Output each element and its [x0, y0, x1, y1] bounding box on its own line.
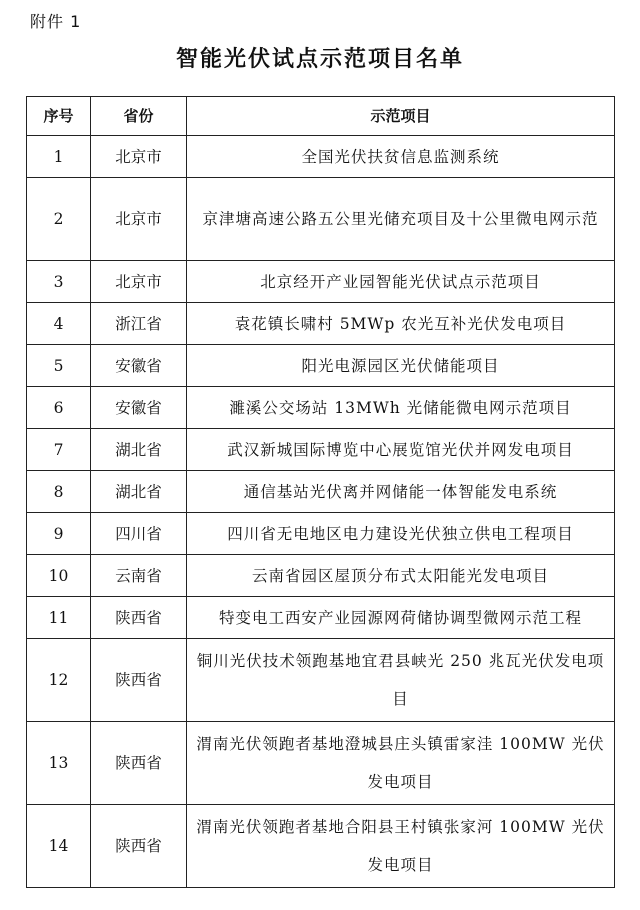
cell-project: 全国光伏扶贫信息监测系统 — [187, 136, 615, 178]
column-header-project: 示范项目 — [187, 97, 615, 136]
column-header-province: 省份 — [91, 97, 187, 136]
cell-project: 铜川光伏技术领跑基地宜君县峡光 250 兆瓦光伏发电项目 — [187, 639, 615, 722]
table-row — [27, 136, 615, 178]
cell-province: 湖北省 — [91, 429, 187, 471]
cell-project: 北京经开产业园智能光伏试点示范项目 — [187, 261, 615, 303]
cell-no: 14 — [27, 805, 91, 888]
cell-province: 北京市 — [91, 261, 187, 303]
cell-no: 12 — [27, 639, 91, 722]
cell-province: 湖北省 — [91, 471, 187, 513]
cell-project: 濉溪公交场站 13MWh 光储能微电网示范项目 — [187, 387, 615, 429]
table-row — [27, 345, 615, 387]
cell-no: 5 — [27, 345, 91, 387]
cell-project: 阳光电源园区光伏储能项目 — [187, 345, 615, 387]
cell-province: 陕西省 — [91, 722, 187, 805]
attachment-label: 附件 1 — [30, 12, 82, 31]
table-row — [27, 805, 615, 888]
cell-project: 四川省无电地区电力建设光伏独立供电工程项目 — [187, 513, 615, 555]
cell-no: 10 — [27, 555, 91, 597]
column-header-no: 序号 — [27, 97, 91, 136]
cell-no: 4 — [27, 303, 91, 345]
cell-province: 安徽省 — [91, 345, 187, 387]
table-header-row — [27, 97, 615, 136]
table-row — [27, 471, 615, 513]
cell-province: 陕西省 — [91, 805, 187, 888]
cell-no: 1 — [27, 136, 91, 178]
cell-no: 8 — [27, 471, 91, 513]
table-row — [27, 178, 615, 261]
table-row — [27, 387, 615, 429]
cell-project: 京津塘高速公路五公里光储充项目及十公里微电网示范 — [187, 178, 615, 261]
cell-no: 3 — [27, 261, 91, 303]
cell-no: 11 — [27, 597, 91, 639]
cell-no: 13 — [27, 722, 91, 805]
project-table — [26, 96, 615, 888]
cell-project: 袁花镇长啸村 5MWp 农光互补光伏发电项目 — [187, 303, 615, 345]
cell-project: 渭南光伏领跑者基地合阳县王村镇张家河 100MW 光伏发电项目 — [187, 805, 615, 888]
cell-project: 通信基站光伏离并网储能一体智能发电系统 — [187, 471, 615, 513]
table-row — [27, 639, 615, 722]
table-row — [27, 429, 615, 471]
table-row — [27, 303, 615, 345]
cell-province: 浙江省 — [91, 303, 187, 345]
cell-no: 2 — [27, 178, 91, 261]
cell-province: 云南省 — [91, 555, 187, 597]
cell-province: 四川省 — [91, 513, 187, 555]
table-row — [27, 513, 615, 555]
table-row — [27, 261, 615, 303]
cell-no: 9 — [27, 513, 91, 555]
document-title: 智能光伏试点示范项目名单 — [175, 47, 464, 72]
cell-no: 6 — [27, 387, 91, 429]
cell-project: 武汉新城国际博览中心展览馆光伏并网发电项目 — [187, 429, 615, 471]
cell-project: 云南省园区屋顶分布式太阳能光发电项目 — [187, 555, 615, 597]
table-row — [27, 555, 615, 597]
cell-province: 北京市 — [91, 178, 187, 261]
cell-project: 渭南光伏领跑者基地澄城县庄头镇雷家洼 100MW 光伏发电项目 — [187, 722, 615, 805]
cell-project: 特变电工西安产业园源网荷储协调型微网示范工程 — [187, 597, 615, 639]
cell-province: 陕西省 — [91, 597, 187, 639]
table-row — [27, 597, 615, 639]
cell-province: 安徽省 — [91, 387, 187, 429]
cell-province: 陕西省 — [91, 639, 187, 722]
cell-no: 7 — [27, 429, 91, 471]
cell-province: 北京市 — [91, 136, 187, 178]
table-row — [27, 722, 615, 805]
